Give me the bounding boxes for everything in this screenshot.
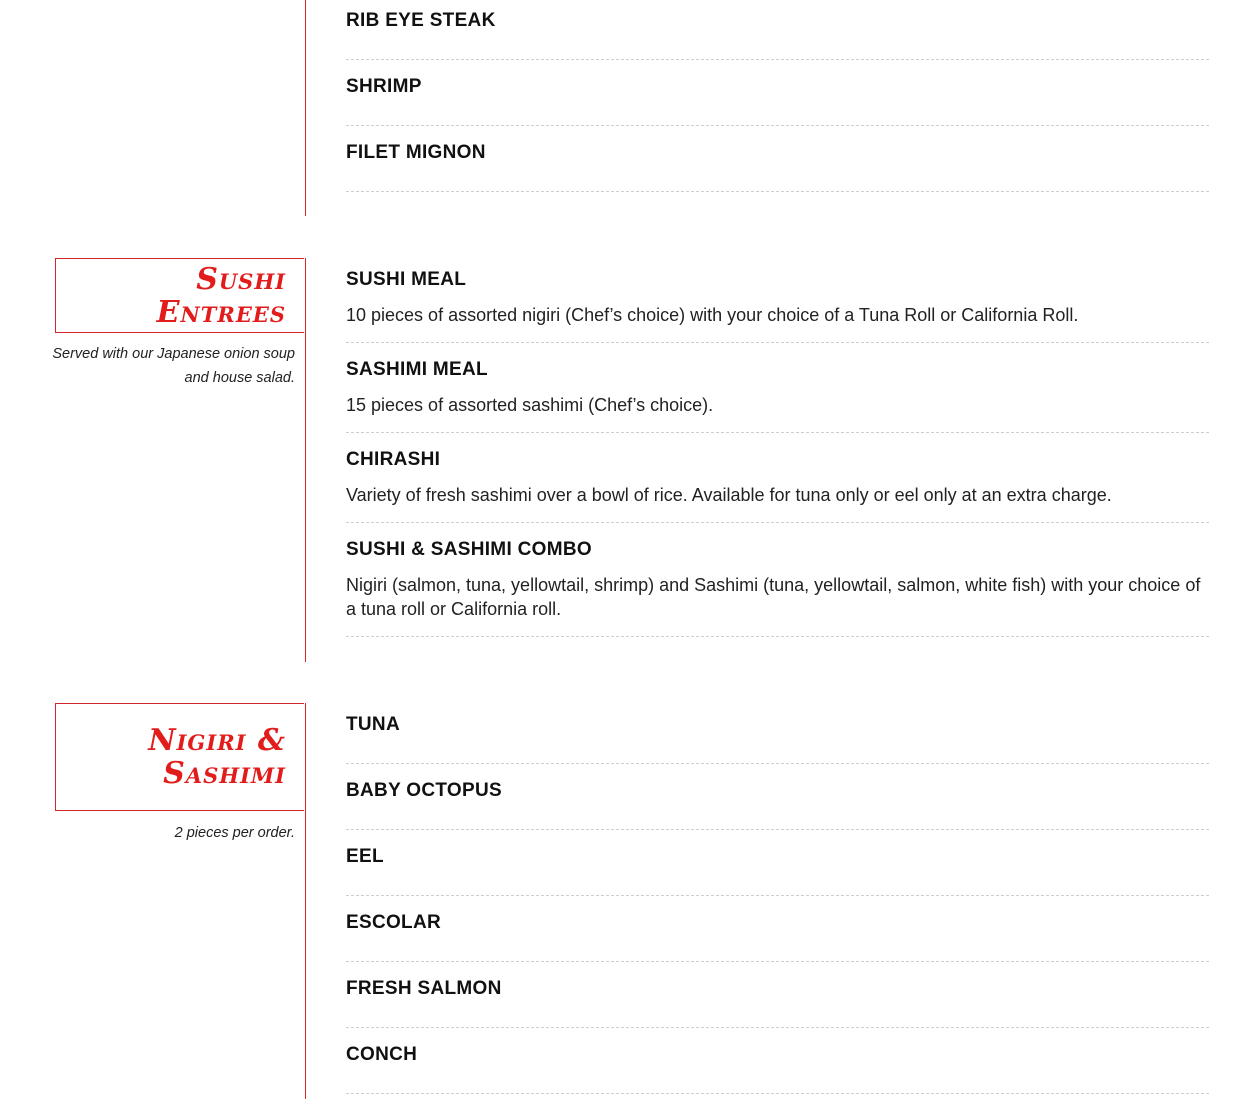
menu-item [346,896,1209,962]
sushi-entrees-section [0,258,1250,662]
menu-item-name: SHRIMP [346,76,422,97]
section-title: Sushi Entrees [156,261,286,330]
section-title-box [55,703,304,811]
menu-item [346,830,1209,896]
menu-item [346,126,1209,192]
menu-item-name: SUSHI & SASHIMI COMBO [346,539,592,560]
menu-item [346,523,1209,637]
menu-item-name: ESCOLAR [346,912,441,933]
grill-section [0,0,1250,216]
section-title [148,724,286,790]
section-title-line: Nigiri & [148,723,286,758]
menu-item-name: CHIRASHI [346,449,441,470]
menu-item-description: 10 pieces of assorted nigiri (Chef’s choice) with your choice of a Tuna Roll or California Roll. [346,305,1079,325]
menu-item-description: Nigiri (salmon, tuna, yellowtail, shrimp) and Sashimi (tuna, yellowtail, salmon, white fish) with your choice of a tuna roll or California roll. [346,575,1201,619]
menu-item [346,433,1209,523]
menu-item-name: EEL [346,846,384,867]
menu-item-name: FRESH SALMON [346,978,502,999]
menu-item-name: RIB EYE STEAK [346,10,496,31]
menu-item-name: CONCH [346,1044,418,1065]
section-divider-line [305,0,306,216]
sushi-entrees-item-list [346,258,1209,637]
menu-item-name: TUNA [346,714,400,735]
nigiri-sashimi-item-list [346,703,1209,1094]
section-note: 2 pieces per order. [174,825,295,841]
menu-item [346,764,1209,830]
menu-item-name: SASHIMI MEAL [346,359,488,380]
grill-item-list [346,0,1209,192]
section-title-line: Sashimi [163,756,286,791]
section-note: Served with our Japanese onion soup and house salad. [52,346,295,386]
menu-item [346,703,1209,764]
menu-item-description: 15 pieces of assorted sashimi (Chef’s choice). [346,395,714,415]
nigiri-sashimi-section [0,703,1250,1099]
menu-item-name: SUSHI MEAL [346,269,467,290]
section-divider-line [305,258,306,662]
menu-item [346,1028,1209,1094]
section-divider-line [305,703,306,1099]
menu-item [346,343,1209,433]
menu-item-name: BABY OCTOPUS [346,780,502,801]
menu-item [346,0,1209,60]
menu-item-description: Variety of fresh sashimi over a bowl of rice. Available for tuna only or eel only at an extra charge. [346,485,1112,505]
section-title-box [55,258,304,333]
menu-item [346,962,1209,1028]
menu-item-name: FILET MIGNON [346,142,486,163]
menu-item [346,60,1209,126]
menu-item [346,258,1209,343]
